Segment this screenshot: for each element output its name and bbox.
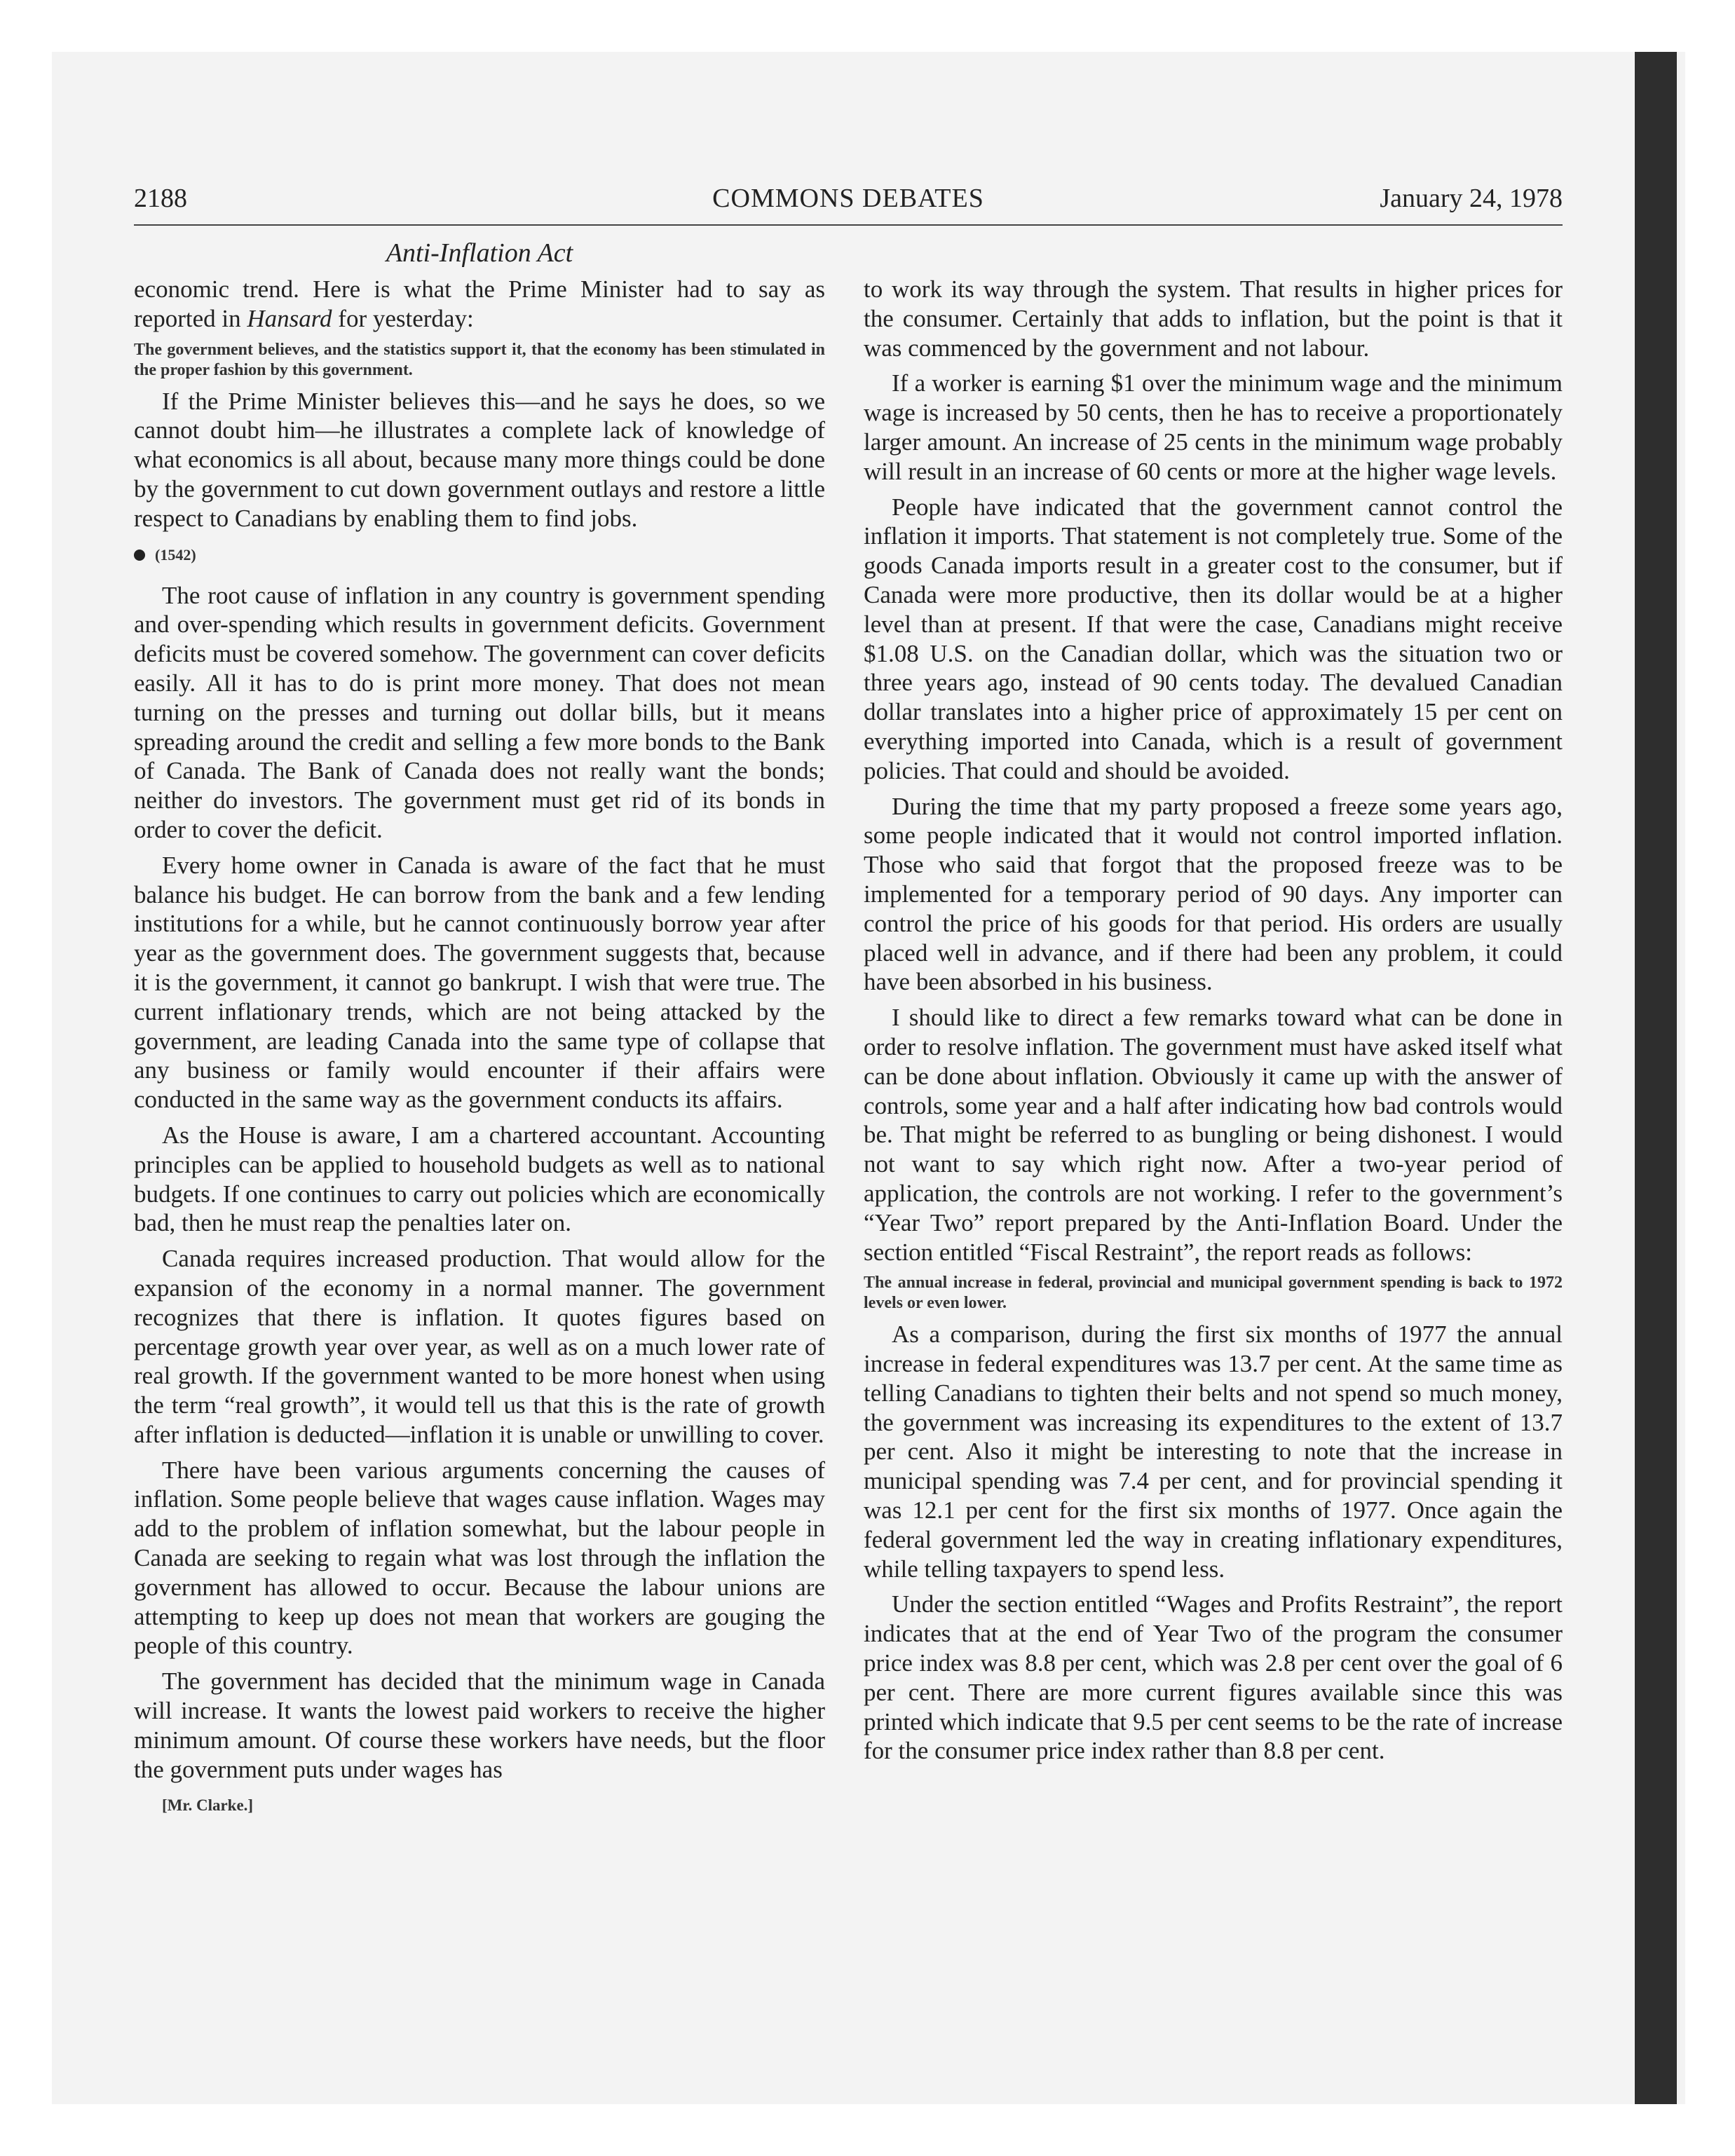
running-head: [134, 181, 1563, 226]
paragraph: [134, 275, 825, 334]
paragraph: As the House is aware, I am a chartered accountant. Accounting principles can be applied to household budgets as well as to national budgets. If one continues to carry out policies which are economically bad, then he must reap the penalties later on.: [134, 1121, 825, 1237]
paragraph: As a comparison, during the first six months of 1977 the annual increase in federal expenditures was 13.7 per cent. At the same time as telling Canadians to tighten their belts and not spend so much money, the government was increasing its expenditures to the extent of 13.7 per cent. Also it might be interesting to note that the increase in municipal spending was 7.4 per cent, and for provincial spending it was 12.1 per cent for the first six months of 1977. Once again the federal government led the way in creating inflationary expenditures, while telling taxpayers to spend less.: [864, 1321, 1563, 1583]
block-quote: The government believes, and the statistics support it, that the economy has been stimulated in the proper fashion by this government.: [134, 340, 825, 379]
time-marker: [134, 545, 825, 566]
section-title: Anti-Inflation Act: [386, 238, 573, 268]
paragraph: Under the section entitled “Wages and Profits Restraint”, the report indicates that at the end of Year Two of the program the consumer price index was 8.8 per cent, which was 2.8 per cent over the goal of 6 per cent. There are more current figures available since this was printed which indicate that 9.5 per cent seems to be the rate of increase for the consumer price index rather than 8.8 per cent.: [864, 1590, 1563, 1765]
speaker-tag: [Mr. Clarke.]: [162, 1796, 254, 1815]
issue-date: January 24, 1978: [1380, 184, 1563, 213]
right-column: [864, 275, 1563, 1766]
publication-title: Hansard: [247, 304, 332, 332]
journal-title: COMMONS DEBATES: [712, 184, 984, 213]
paragraph: Canada requires increased production. That would allow for the expansion of the economy in a normal manner. The government recognizes that there is inflation. It quotes figures based on percentage growth year over year, as well as on a much lower rate of real growth. If the government wanted to be more honest when using the term “real growth”, it would tell us that this is the rate of growth after inflation is deducted—inflation it is unable or unwilling to cover.: [134, 1245, 825, 1448]
paragraph: to work its way through the system. That results in higher prices for the consumer. Certainly that adds to inflation, but the point is that it was commenced by the government and not labour.: [864, 275, 1563, 362]
paragraph: The government has decided that the minimum wage in Canada will increase. It wants the lowest paid workers to receive the higher minimum amount. Of course these workers have needs, but the floor the government puts under wages has: [134, 1667, 825, 1783]
paragraph: There have been various arguments concerning the causes of inflation. Some people believe that wages cause inflation. Wages may add to the problem of inflation somewhat, but the labour people in Canada are seeking to regain what was lost through the inflation the government has allowed to occur. Because the labour unions are attempting to keep up does not mean that workers are gouging the people of this country.: [134, 1456, 825, 1660]
paragraph: The root cause of inflation in any country is government spending and over-spending which results in government deficits. Government deficits must be covered somehow. The government can cover deficits easily. All it has to do is print more money. That does not mean turning on the presses and turning out dollar bills, but it means spreading around the credit and selling a few more bonds to the Bank of Canada. The Bank of Canada does not really want the bonds; neither do investors. The government must get rid of its bonds in order to cover the deficit.: [134, 581, 825, 843]
paragraph: Every home owner in Canada is aware of the fact that he must balance his budget. He can borrow from the bank and a few lending institutions for a while, but he cannot continuously borrow year after year as the government does. The government suggests that, because it is the government, it cannot go bankrupt. I wish that were true. The current inflationary trends, which are not being attacked by the government, are leading Canada into the same type of collapse that any business or family would encounter if their affairs were conducted in the same way as the government conducts its affairs.: [134, 851, 825, 1114]
paragraph: If the Prime Minister believes this—and he says he does, so we cannot doubt him—he illustrates a complete lack of knowledge of what economics is all about, because many more things could be done by the government to cut down government outlays and restore a little respect to Canadians by enabling them to find jobs.: [134, 387, 825, 532]
paragraph-text: economic trend. Here is what the Prime Minister had to say as reported in: [134, 275, 825, 332]
paragraph: People have indicated that the government cannot control the inflation it imports. That statement is not completely true. Some of the goods Canada imports result in a greater cost to the consumer, but if Canada were more productive, then its dollar would be at a higher level than at present. If that were the case, Canadians might receive $1.08 U.S. on the Canadian dollar, which was the situation two or three years ago, instead of 90 cents today. The devalued Canadian dollar translates into a higher price of approximately 15 per cent on everything imported into Canada, which is a result of government policies. That could and should be avoided.: [864, 493, 1563, 784]
scan-edge-bar: [1635, 52, 1677, 2104]
paragraph: If a worker is earning $1 over the minimum wage and the minimum wage is increased by 50 cents, then he has to receive a proportionately larger amount. An increase of 25 cents in the minimum wage probably will result in an increase of 60 cents or more at the higher wage levels.: [864, 369, 1563, 485]
time-marker-label: (1542): [155, 545, 196, 564]
block-quote: The annual increase in federal, provincial and municipal government spending is back to 1972 levels or even lower.: [864, 1274, 1563, 1313]
left-column: [134, 275, 825, 1816]
page-number: 2188: [134, 184, 187, 213]
paragraph-text: for yesterday:: [332, 304, 474, 332]
bullet-icon: [134, 550, 145, 561]
paragraph: I should like to direct a few remarks toward what can be done in order to resolve inflation. The government must have asked itself what can be done about inflation. Obviously it came up with the answer of controls, some year and a half after indicating how bad controls would be. That might be referred to as bungling or being dishonest. I would not want to say which right now. After a two-year period of application, the controls are not working. I refer to the government’s “Year Two” report prepared by the Anti-Inflation Board. Under the section entitled “Fiscal Restraint”, the report reads as follows:: [864, 1004, 1563, 1266]
paragraph: During the time that my party proposed a freeze some years ago, some people indicated that it would not control imported inflation. Those who said that forgot that the proposed freeze was to be implemented for a temporary period of 90 days. Any importer can control the price of his goods for that period. His orders are usually placed well in advance, and if there had been any problem, it could have been absorbed in his business.: [864, 792, 1563, 996]
